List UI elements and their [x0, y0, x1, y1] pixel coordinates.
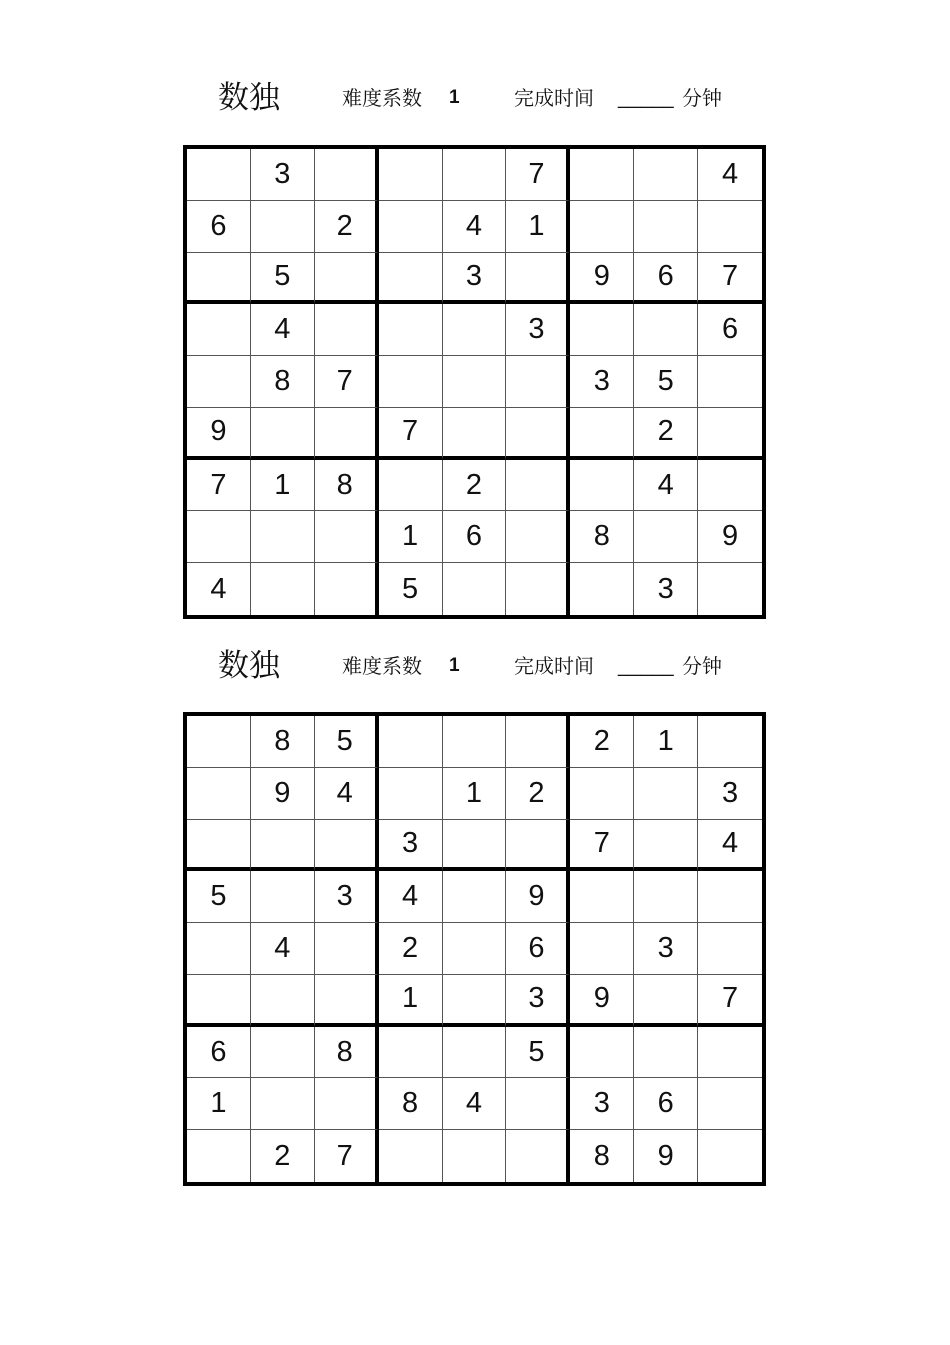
- sudoku-cell-r8c2[interactable]: [251, 1078, 315, 1130]
- sudoku-cell-r7c1[interactable]: 6: [187, 1027, 251, 1079]
- difficulty-value: 1: [449, 655, 460, 676]
- sudoku-cell-r2c5[interactable]: 4: [443, 201, 507, 253]
- sudoku-cell-r7c5[interactable]: 2: [443, 460, 507, 512]
- completion-time-label: 完成时间: [514, 86, 594, 110]
- sudoku-cell-r1c1[interactable]: [187, 716, 251, 768]
- sudoku-cell-r8c2[interactable]: [251, 511, 315, 563]
- sudoku-cell-r5c1[interactable]: [187, 923, 251, 975]
- sudoku-cell-r9c8[interactable]: 9: [634, 1130, 698, 1182]
- sudoku-cell-r5c1[interactable]: [187, 356, 251, 408]
- sudoku-cell-r3c4[interactable]: 3: [379, 820, 443, 872]
- sudoku-cell-r9c1[interactable]: 4: [187, 563, 251, 615]
- sudoku-cell-r1c6[interactable]: [506, 716, 570, 768]
- sudoku-cell-r4c8[interactable]: [634, 871, 698, 923]
- sudoku-cell-r9c8[interactable]: 3: [634, 563, 698, 615]
- sudoku-cell-r6c1[interactable]: [187, 975, 251, 1027]
- sudoku-cell-r7c9[interactable]: [698, 460, 762, 512]
- sudoku-cell-r6c3[interactable]: [315, 975, 379, 1027]
- sudoku-cell-r4c5[interactable]: [443, 304, 507, 356]
- sudoku-cell-r3c7[interactable]: 7: [570, 820, 634, 872]
- sudoku-cell-r9c4[interactable]: [379, 1130, 443, 1182]
- sudoku-cell-r7c4[interactable]: [379, 460, 443, 512]
- sudoku-cell-r3c8[interactable]: [634, 820, 698, 872]
- sudoku-cell-r7c6[interactable]: [506, 460, 570, 512]
- sudoku-cell-r1c5[interactable]: [443, 149, 507, 201]
- sudoku-cell-r2c6[interactable]: 2: [506, 768, 570, 820]
- sudoku-cell-r5c7[interactable]: 3: [570, 356, 634, 408]
- sudoku-cell-r6c3[interactable]: [315, 408, 379, 460]
- sudoku-cell-r9c3[interactable]: [315, 563, 379, 615]
- difficulty-label: 难度系数: [342, 86, 422, 110]
- sudoku-cell-r1c2[interactable]: 8: [251, 716, 315, 768]
- sudoku-cell-r5c4[interactable]: [379, 356, 443, 408]
- sudoku-cell-r7c8[interactable]: [634, 1027, 698, 1079]
- sudoku-cell-r8c5[interactable]: 6: [443, 511, 507, 563]
- sudoku-cell-r2c8[interactable]: [634, 201, 698, 253]
- sudoku-cell-r4c7[interactable]: [570, 871, 634, 923]
- sudoku-cell-r1c7[interactable]: 2: [570, 716, 634, 768]
- sudoku-cell-r2c1[interactable]: 6: [187, 201, 251, 253]
- sudoku-cell-r3c1[interactable]: [187, 253, 251, 305]
- sudoku-cell-r8c6[interactable]: [506, 1078, 570, 1130]
- sudoku-cell-r5c5[interactable]: [443, 356, 507, 408]
- sudoku-cell-r5c3[interactable]: 7: [315, 356, 379, 408]
- sudoku-cell-r3c3[interactable]: [315, 253, 379, 305]
- sudoku-cell-r5c2[interactable]: 4: [251, 923, 315, 975]
- sudoku-cell-r4c4[interactable]: [379, 304, 443, 356]
- sudoku-cell-r5c7[interactable]: [570, 923, 634, 975]
- sudoku-cell-r7c7[interactable]: [570, 1027, 634, 1079]
- sudoku-cell-r7c8[interactable]: 4: [634, 460, 698, 512]
- sudoku-cell-r8c8[interactable]: 6: [634, 1078, 698, 1130]
- sudoku-cell-r8c5[interactable]: 4: [443, 1078, 507, 1130]
- sudoku-cell-r5c2[interactable]: 8: [251, 356, 315, 408]
- completion-time-label: 完成时间: [514, 654, 594, 678]
- sudoku-grid: [183, 145, 766, 619]
- sudoku-cell-r5c4[interactable]: 2: [379, 923, 443, 975]
- sudoku-cell-r2c3[interactable]: 4: [315, 768, 379, 820]
- sudoku-cell-r4c1[interactable]: [187, 304, 251, 356]
- sudoku-cell-r3c5[interactable]: [443, 820, 507, 872]
- sudoku-cell-r6c4[interactable]: 7: [379, 408, 443, 460]
- sudoku-cell-r6c4[interactable]: 1: [379, 975, 443, 1027]
- sudoku-cell-r1c4[interactable]: [379, 716, 443, 768]
- sudoku-cell-r5c8[interactable]: 5: [634, 356, 698, 408]
- sudoku-cell-r9c1[interactable]: [187, 1130, 251, 1182]
- sudoku-cell-r8c3[interactable]: [315, 511, 379, 563]
- sudoku-cell-r7c3[interactable]: 8: [315, 460, 379, 512]
- sudoku-grid: [183, 712, 766, 1186]
- sudoku-cell-r4c4[interactable]: 4: [379, 871, 443, 923]
- sudoku-cell-r3c6[interactable]: [506, 820, 570, 872]
- sudoku-cell-r1c5[interactable]: [443, 716, 507, 768]
- sudoku-cell-r5c9[interactable]: [698, 356, 762, 408]
- completion-time-unit: 分钟: [682, 86, 722, 110]
- sudoku-cell-r4c3[interactable]: [315, 304, 379, 356]
- sudoku-cell-r3c4[interactable]: [379, 253, 443, 305]
- sudoku-cell-r3c3[interactable]: [315, 820, 379, 872]
- sudoku-cell-r6c5[interactable]: [443, 975, 507, 1027]
- sudoku-cell-r1c2[interactable]: 3: [251, 149, 315, 201]
- sudoku-cell-r9c5[interactable]: [443, 1130, 507, 1182]
- difficulty-label: 难度系数: [342, 654, 422, 678]
- sudoku-cell-r1c8[interactable]: 1: [634, 716, 698, 768]
- sudoku-cell-r3c5[interactable]: 3: [443, 253, 507, 305]
- puzzle-header: [0, 646, 950, 686]
- sudoku-cell-r2c9[interactable]: [698, 201, 762, 253]
- sudoku-cell-r1c9[interactable]: 4: [698, 149, 762, 201]
- sudoku-cell-r9c5[interactable]: [443, 563, 507, 615]
- sudoku-cell-r9c3[interactable]: 7: [315, 1130, 379, 1182]
- completion-time-blank[interactable]: _____: [618, 87, 674, 109]
- sudoku-cell-r7c4[interactable]: [379, 1027, 443, 1079]
- sudoku-cell-r4c9[interactable]: [698, 871, 762, 923]
- sudoku-cell-r6c8[interactable]: [634, 975, 698, 1027]
- sudoku-cell-r1c6[interactable]: 7: [506, 149, 570, 201]
- sudoku-cell-r4c8[interactable]: [634, 304, 698, 356]
- sudoku-cell-r5c6[interactable]: [506, 356, 570, 408]
- sudoku-cell-r6c5[interactable]: [443, 408, 507, 460]
- sudoku-cell-r3c2[interactable]: 5: [251, 253, 315, 305]
- sudoku-cell-r5c6[interactable]: 6: [506, 923, 570, 975]
- sudoku-cell-r1c7[interactable]: [570, 149, 634, 201]
- sudoku-cell-r2c5[interactable]: 1: [443, 768, 507, 820]
- sudoku-cell-r1c3[interactable]: [315, 149, 379, 201]
- sudoku-cell-r7c2[interactable]: 1: [251, 460, 315, 512]
- sudoku-cell-r8c9[interactable]: 9: [698, 511, 762, 563]
- sudoku-cell-r2c2[interactable]: 9: [251, 768, 315, 820]
- sudoku-cell-r6c7[interactable]: 9: [570, 975, 634, 1027]
- sudoku-cell-r4c1[interactable]: 5: [187, 871, 251, 923]
- sudoku-cell-r6c9[interactable]: 7: [698, 975, 762, 1027]
- sudoku-cell-r2c7[interactable]: [570, 768, 634, 820]
- sudoku-cell-r2c3[interactable]: 2: [315, 201, 379, 253]
- sudoku-cell-r2c2[interactable]: [251, 201, 315, 253]
- sudoku-cell-r7c2[interactable]: [251, 1027, 315, 1079]
- sudoku-cell-r6c7[interactable]: [570, 408, 634, 460]
- sudoku-cell-r8c4[interactable]: 8: [379, 1078, 443, 1130]
- puzzle-title: 数独: [218, 80, 280, 116]
- difficulty-value: 1: [449, 87, 460, 108]
- sudoku-cell-r2c8[interactable]: [634, 768, 698, 820]
- sudoku-cell-r8c3[interactable]: [315, 1078, 379, 1130]
- sudoku-cell-r8c9[interactable]: [698, 1078, 762, 1130]
- sudoku-cell-r5c3[interactable]: [315, 923, 379, 975]
- sudoku-cell-r3c1[interactable]: [187, 820, 251, 872]
- sudoku-cell-r6c8[interactable]: 2: [634, 408, 698, 460]
- completion-time-blank[interactable]: _____: [618, 655, 674, 677]
- sudoku-cell-r3c9[interactable]: 4: [698, 820, 762, 872]
- sudoku-cell-r9c4[interactable]: 5: [379, 563, 443, 615]
- sudoku-cell-r7c7[interactable]: [570, 460, 634, 512]
- sudoku-cell-r4c9[interactable]: 6: [698, 304, 762, 356]
- sudoku-cell-r4c3[interactable]: 3: [315, 871, 379, 923]
- puzzle-title: 数独: [218, 648, 280, 684]
- sudoku-cell-r8c7[interactable]: 8: [570, 511, 634, 563]
- sudoku-cell-r9c9[interactable]: [698, 1130, 762, 1182]
- sudoku-cell-r7c9[interactable]: [698, 1027, 762, 1079]
- sudoku-cell-r7c3[interactable]: 8: [315, 1027, 379, 1079]
- sudoku-cell-r8c8[interactable]: [634, 511, 698, 563]
- sudoku-cell-r5c8[interactable]: 3: [634, 923, 698, 975]
- sudoku-cell-r2c9[interactable]: 3: [698, 768, 762, 820]
- sudoku-cell-r4c2[interactable]: 4: [251, 304, 315, 356]
- sudoku-cell-r9c7[interactable]: [570, 563, 634, 615]
- sudoku-cell-r4c6[interactable]: 9: [506, 871, 570, 923]
- sudoku-cell-r2c4[interactable]: [379, 768, 443, 820]
- sudoku-cell-r4c6[interactable]: 3: [506, 304, 570, 356]
- sudoku-cell-r8c1[interactable]: [187, 511, 251, 563]
- sudoku-cell-r9c2[interactable]: [251, 563, 315, 615]
- sudoku-cell-r5c9[interactable]: [698, 923, 762, 975]
- sudoku-cell-r9c6[interactable]: [506, 1130, 570, 1182]
- sudoku-cell-r8c6[interactable]: [506, 511, 570, 563]
- sudoku-cell-r6c6[interactable]: [506, 408, 570, 460]
- sudoku-cell-r7c1[interactable]: 7: [187, 460, 251, 512]
- sudoku-cell-r4c2[interactable]: [251, 871, 315, 923]
- sudoku-cell-r6c1[interactable]: 9: [187, 408, 251, 460]
- sudoku-cell-r1c8[interactable]: [634, 149, 698, 201]
- sudoku-cell-r8c4[interactable]: 1: [379, 511, 443, 563]
- sudoku-cell-r8c7[interactable]: 3: [570, 1078, 634, 1130]
- sudoku-cell-r1c3[interactable]: 5: [315, 716, 379, 768]
- sudoku-cell-r6c6[interactable]: 3: [506, 975, 570, 1027]
- sudoku-cell-r2c6[interactable]: 1: [506, 201, 570, 253]
- sudoku-cell-r2c4[interactable]: [379, 201, 443, 253]
- sudoku-cell-r6c9[interactable]: [698, 408, 762, 460]
- sudoku-cell-r1c9[interactable]: [698, 716, 762, 768]
- sudoku-cell-r8c1[interactable]: 1: [187, 1078, 251, 1130]
- sudoku-cell-r9c2[interactable]: 2: [251, 1130, 315, 1182]
- sudoku-cell-r1c1[interactable]: [187, 149, 251, 201]
- sudoku-cell-r6c2[interactable]: [251, 408, 315, 460]
- sudoku-cell-r9c7[interactable]: 8: [570, 1130, 634, 1182]
- sudoku-cell-r3c2[interactable]: [251, 820, 315, 872]
- puzzle-header: [0, 78, 950, 118]
- sudoku-cell-r5c5[interactable]: [443, 923, 507, 975]
- sudoku-cell-r9c6[interactable]: [506, 563, 570, 615]
- sudoku-cell-r1c4[interactable]: [379, 149, 443, 201]
- sudoku-cell-r7c6[interactable]: 5: [506, 1027, 570, 1079]
- sudoku-cell-r3c9[interactable]: 7: [698, 253, 762, 305]
- sudoku-cell-r4c5[interactable]: [443, 871, 507, 923]
- sudoku-cell-r2c1[interactable]: [187, 768, 251, 820]
- sudoku-cell-r3c6[interactable]: [506, 253, 570, 305]
- sudoku-cell-r3c7[interactable]: 9: [570, 253, 634, 305]
- sudoku-cell-r2c7[interactable]: [570, 201, 634, 253]
- sudoku-cell-r6c2[interactable]: [251, 975, 315, 1027]
- sudoku-cell-r4c7[interactable]: [570, 304, 634, 356]
- completion-time-unit: 分钟: [682, 654, 722, 678]
- sudoku-cell-r7c5[interactable]: [443, 1027, 507, 1079]
- sudoku-cell-r9c9[interactable]: [698, 563, 762, 615]
- sudoku-cell-r3c8[interactable]: 6: [634, 253, 698, 305]
